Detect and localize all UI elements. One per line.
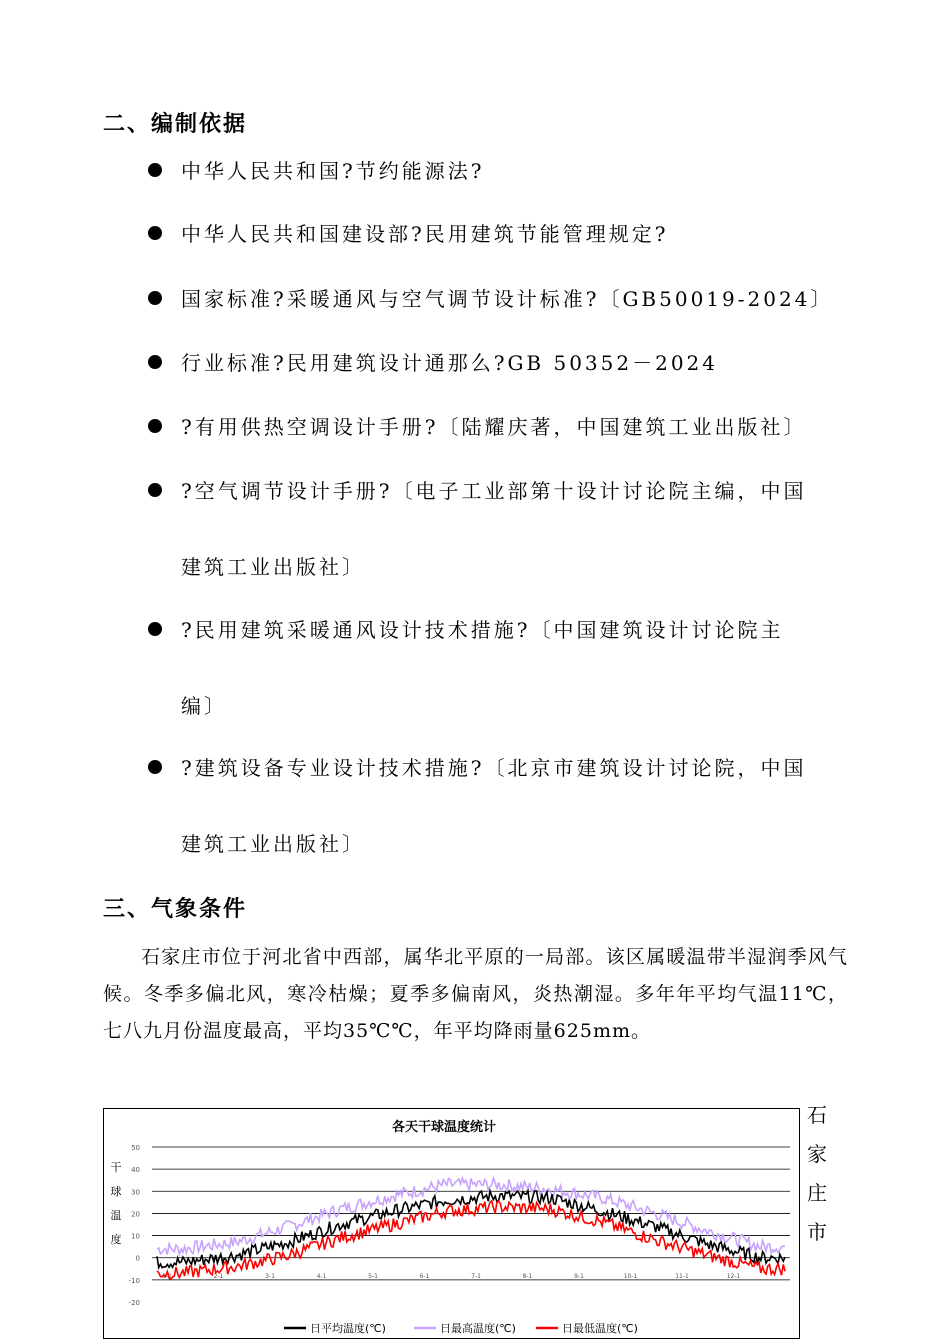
x-tick-label: 3-1 [265, 1273, 275, 1280]
side-label [806, 1096, 828, 1252]
legend-label: 日最低温度(℃) [562, 1322, 638, 1335]
x-tick-label: 8-1 [522, 1273, 533, 1280]
section-3-title: 三、气象条件 [103, 897, 248, 922]
chart-legend [284, 1321, 638, 1335]
x-tick-label: 11-1 [675, 1273, 689, 1280]
x-tick-label: 6-1 [419, 1273, 430, 1280]
legend-label: 日最高温度(℃) [440, 1322, 516, 1335]
list-bullet [148, 419, 162, 433]
list-item-continuation: 建筑工业出版社〕 [181, 555, 365, 579]
x-tick-label: 5-1 [368, 1273, 378, 1280]
side-label-char: 庄 [807, 1181, 827, 1205]
x-tick-label: 1-1 [162, 1273, 172, 1280]
temperature-chart [103, 1108, 800, 1339]
list-item-continuation: 编〕 [181, 694, 227, 718]
list-item: ?民用建筑采暖通风设计技术措施?〔中国建筑设计讨论院主 [181, 618, 784, 642]
y-tick-label: 0 [135, 1254, 140, 1263]
list-item: ?有用供热空调设计手册?〔陆耀庆著，中国建筑工业出版社〕 [181, 415, 807, 439]
series-line [157, 1178, 785, 1254]
y-label-char: 温 [110, 1209, 122, 1222]
list-bullet [148, 483, 162, 497]
x-tick-label: 4-1 [316, 1273, 327, 1280]
y-label-char: 度 [110, 1233, 122, 1246]
y-tick-label: -20 [128, 1299, 140, 1307]
list-item: 中华人民共和国建设部?民用建筑节能管理规定? [181, 222, 669, 246]
chart-grid [152, 1147, 790, 1280]
y-tick-label: 50 [131, 1144, 140, 1152]
y-ticks [129, 1144, 140, 1307]
section-2-title: 二、编制依据 [103, 112, 248, 137]
y-tick-label: 40 [131, 1166, 140, 1175]
y-tick-label: -10 [128, 1276, 140, 1285]
legend-label: 日平均温度(℃) [310, 1322, 386, 1335]
list-bullet [148, 291, 162, 305]
x-tick-label: 10-1 [623, 1273, 638, 1280]
chart-title: 各天干球温度统计 [391, 1120, 497, 1135]
list-item: ?建筑设备专业设计技术措施?〔北京市建筑设计讨论院，中国 [181, 756, 807, 780]
list-item-continuation: 建筑工业出版社〕 [181, 832, 365, 856]
list-bullet [148, 622, 162, 636]
x-tick-label: 12-1 [726, 1273, 741, 1280]
side-label-char: 市 [807, 1220, 827, 1244]
series-line [157, 1191, 785, 1268]
side-label-char: 石 [807, 1103, 827, 1127]
y-tick-label: 10 [131, 1232, 140, 1241]
x-ticks [162, 1273, 740, 1280]
climate-text: 石家庄市位于河北省中西部，属华北平原的一局部。该区属暖温带半湿润季风气候。冬季多偏北风，寒冷枯燥；夏季多偏南风，炎热潮湿。多年年平均气温11℃，七八九月份温度最高，平均35℃℃，年平均降雨量625mm。 [103, 946, 848, 1042]
list-item: 行业标准?民用建筑设计通那么?GB 50352－2024 [181, 351, 718, 375]
climate-paragraph [103, 939, 848, 1050]
x-tick-label: 7-1 [471, 1273, 481, 1280]
list-item: 国家标准?采暖通风与空气调节设计标准?〔GB50019-2024〕 [181, 287, 834, 311]
x-tick-label: 2-1 [213, 1273, 224, 1280]
y-tick-label: 30 [131, 1188, 140, 1197]
y-tick-label: 20 [131, 1210, 140, 1219]
x-tick-label: 9-1 [574, 1273, 584, 1280]
side-label-char: 家 [807, 1142, 827, 1166]
y-axis-label [111, 1161, 122, 1246]
list-item: 中华人民共和国?节约能源法? [181, 159, 485, 183]
chart-svg [104, 1109, 799, 1338]
list-bullet [148, 163, 162, 177]
y-label-char: 球 [110, 1185, 122, 1198]
list-bullet [148, 355, 162, 369]
y-label-char: 干 [110, 1161, 122, 1174]
list-item: ?空气调节设计手册?〔电子工业部第十设计讨论院主编，中国 [181, 479, 807, 503]
chart-series [157, 1178, 785, 1279]
list-bullet [148, 760, 162, 774]
list-bullet [148, 226, 162, 240]
